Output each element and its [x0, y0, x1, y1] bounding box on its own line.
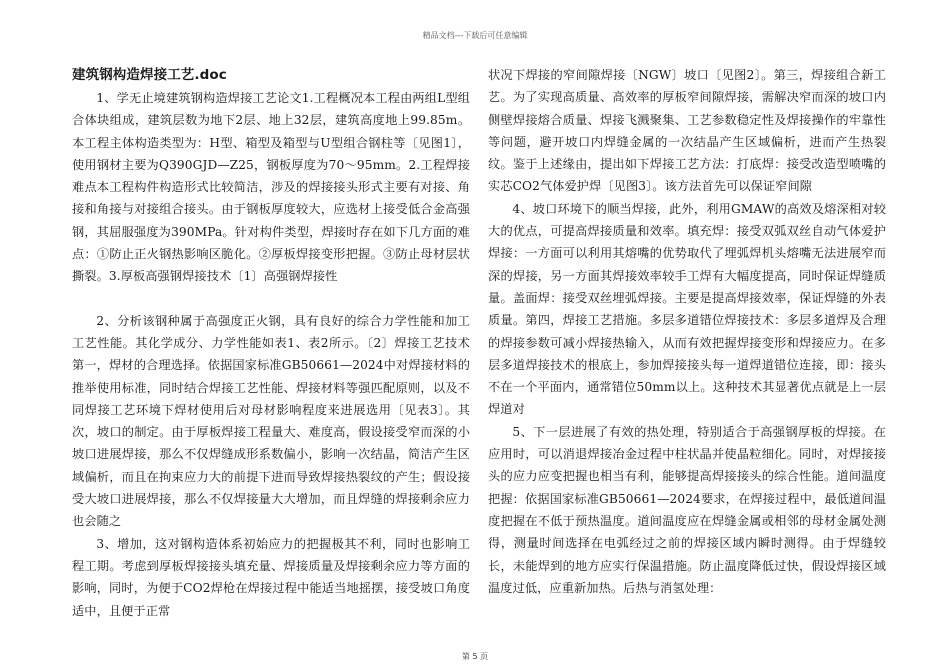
paragraph-gap — [72, 288, 470, 310]
paragraph-5: 5、下一层进展了有效的热处理，特别适合于高强钢厚板的焊接。在应用时，可以消退焊接冶金过程中柱状晶并使晶粒细化。同时，对焊接接头的应力应变把握也相当有利，能够提高焊接接头的综合性能。道间温度把握：依据国家标准GB50661—2024要求，在焊接过程中，最低道间温度把握在不低于预热温度。道间温度应在焊缝金属或相邻的母材金属处测得，测量时间选择在电弧经过之前的焊接区域内瞬时测得。由于焊缝较长，未能焊到的地方应实行保温措施。防止温度降低过快，假设焊接区域温度过低，应重新加热。后热与消氢处理： — [488, 424, 886, 595]
page-header: 精品文档---下载后可任意编辑 — [422, 31, 528, 40]
paragraph-3-continued: 状况下焊接的窄间隙焊接〔NGW〕坡口〔见图2〕。第三，焊接组合新工艺。为了实现高质量、高效率的厚板窄间隙焊接，需解决窄而深的坡口内侧壁焊接熔合质量、焊接飞溅聚集、工艺参数稳定性及焊接操作的牢靠性等问题，避开坡口内焊缝金属的一次结晶产生区域偏析，进而产生热裂纹。鉴于上述缘由，提出如下焊接工艺方法：打底焊：接受改造型喷嘴的实芯CO2气体爱护焊〔见图3〕。该方法首先可以保证窄间隙 — [488, 68, 886, 194]
page-number: 第 5 页 — [461, 652, 489, 661]
document-title: 建筑钢构造焊接工艺.doc — [72, 67, 227, 83]
right-column — [488, 64, 886, 599]
left-column — [72, 64, 470, 622]
paragraph-3: 3、增加，这对钢构造体系初始应力的把握极其不利，同时也影响工程工期。考虑到厚板焊接接头填充量、焊接质量及焊接剩余应力等方面的影响，同时，为便于CO2焊枪在焊接过程中能适当地摇摆，接受坡口角度适中，且便于正常 — [72, 536, 470, 618]
paragraph-2: 2、分析该钢种属于高强度正火钢，具有良好的综合力学性能和加工工艺性能。其化学成分、力学性能如表1、表2所示。〔2〕焊接工艺技术第一，焊材的合理选择。依据国家标准GB50661—2024中对焊接材料的推举使用标准，同时结合焊接工艺性能、焊接材料等强匹配原则，以及不同焊接工艺环境下焊材使用后对母材影响程度来进展选用〔见表3〕。其次，坡口的制定。由于厚板焊接工程量大、难度高，假设接受窄而深的小坡口进展焊接，那么不仅焊缝成形系数偏小，影响一次结晶，简洁产生区域偏析，而且在拘束应力大的前提下进而导致焊接热裂纹的产生；假设接受大坡口进展焊接，那么不仅焊接量大大增加，而且焊缝的焊接剩余应力也会随之 — [72, 313, 470, 529]
paragraph-1: 1、学无止境建筑钢构造焊接工艺论文1.工程概况本工程由两组L型组合体块组成，建筑层数为地下2层、地上32层，建筑高度地上99.85m。本工程主体构造类型为：H型、箱型及箱型与U型组合钢柱等〔见图1〕，使用钢材主要为Q390GJD—Z25，钢板厚度为70～95mm。2.工程焊接难点本工程构件构造形式比较简洁，涉及的焊接接头形式主要有对接、角接和角接与对接组合接头。由于钢板厚度较大，应选材上接受低合金高强钢，其屈服强度为390MPa。针对构件类型，焊接时存在如下几方面的难点：①防止正火钢热影响区脆化。②厚板焊接变形把握。③防止母材层状撕裂。3.厚板高强钢焊接技术〔1〕高强钢焊接性 — [72, 91, 470, 284]
paragraph-4: 4、坡口环境下的顺当焊接，此外，利用GMAW的高效及熔深相对较大的优点，可提高焊接质量和效率。填充焊：接受双弧双丝自动气体爱护焊接：一方面可以利用其熔嘴的优势取代了埋弧焊机头熔嘴无法进展窄而深的焊接，另一方面其焊接效率较手工焊有大幅度提高，同时保证焊缝质量。盖面焊：接受双丝埋弧焊接。主要是提高焊接效率，保证焊缝的外表质量。第四，焊接工艺措施。多层多道错位焊接技术：多层多道焊及合理的焊接参数可减小焊接热输入，从而有效把握焊接变形和焊接应力。在多层多道焊接技术的根底上，参加焊接接头每一道焊道错位连接，即：接头不在一个平面内，通常错位50mm以上。这种技术其显著优点就是上一层焊道对 — [488, 201, 886, 417]
